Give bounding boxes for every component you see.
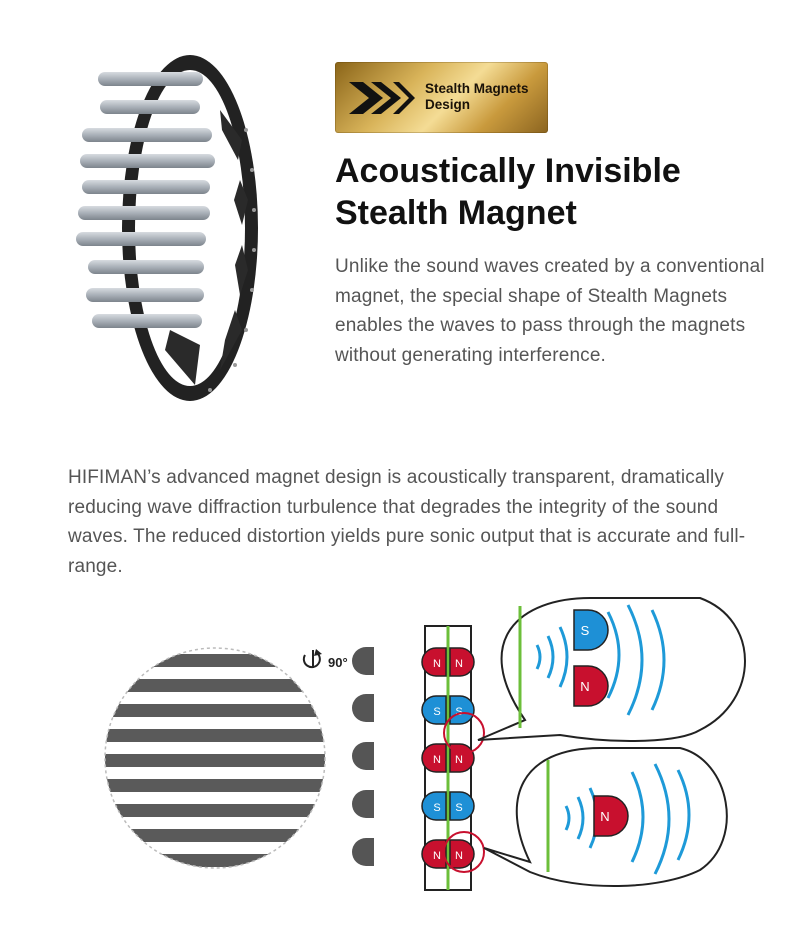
zoom-top-magnet-1 [574,666,608,706]
zoom-bubble-top [478,598,745,741]
badge-label-line1: Stealth Magnets [425,81,529,96]
column-magnet-1-left-label: S [433,706,441,718]
stealth-magnet-frame-illustration [70,50,270,410]
column-magnet-0-left-label: N [433,658,441,670]
striped-magnet-array-icon [100,648,330,870]
rotation-label: 90° [328,655,348,670]
column-magnet-0-right-label: N [455,658,463,670]
column-magnet-4-left-label: N [433,850,441,862]
column-magnet-2-left-label: N [433,754,441,766]
zoom-top-magnet-0-label: S [580,623,590,638]
badge-label-line2: Design [425,97,471,112]
title-line1: Acoustically Invisible [335,152,681,190]
rotate-90-icon [304,649,322,668]
stealth-chevron-logo-icon [347,76,417,120]
badge-label [425,81,545,113]
column-magnet-2-right-label: N [455,754,463,766]
rod-profiles [352,647,374,866]
zoom-top-magnet-0 [574,610,608,650]
title-line2: Stealth Magnet [335,194,577,232]
zoom-bubble-bottom [484,748,727,886]
main-paragraph: HIFIMAN’s advanced magnet design is acoustically transparent, dramatically reducing wave diffraction turbulence that degrades the integrity of the sound waves. The reduced distortion yields pure sonic output that is accurate and full-range. [68,467,746,577]
page-title [335,150,775,234]
stealth-magnets-design-badge [335,62,548,133]
magnet-diagram [0,590,789,952]
column-magnet-4-right-label: N [455,850,463,862]
column-magnet-3-right-label: S [455,802,463,814]
zoom-bottom-magnet-label: N [600,809,610,824]
zoom-top-magnet-1-label: N [580,679,590,694]
column-magnet-1-right-label: S [455,706,463,718]
zoom-bottom-magnet [594,796,628,836]
intro-paragraph: Unlike the sound waves created by a conventional magnet, the special shape of Stealth Magnets enables the waves to pass through the magnets without generating interference. [335,256,765,366]
column-magnet-3-left-label: S [433,802,441,814]
